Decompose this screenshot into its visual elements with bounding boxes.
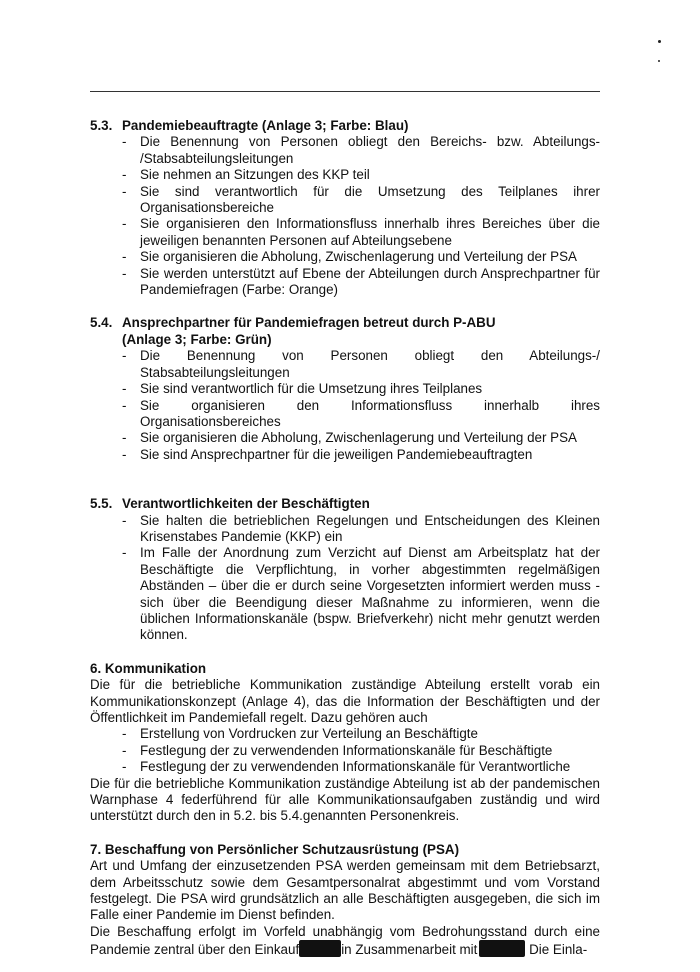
redaction-box: [479, 940, 525, 957]
list-item: - Sie organisieren den Informationsfluss innerhalb ihres Bereiches über die jeweiligen benannten Personen auf Abteilungsebene: [140, 216, 600, 249]
section-heading: [90, 496, 600, 512]
section-title: Ansprechpartner für Pandemiefragen betreut durch P-ABU: [122, 315, 496, 331]
document-body: [90, 118, 600, 959]
list-item: - Die Benennung von Personen obliegt den Abteilungs-/ Stabsabteilungsleitungen: [140, 348, 600, 381]
paragraph: Art und Umfang der einzusetzenden PSA werden gemeinsam mit dem Betriebsarzt, dem Arbeitsschutz sowie dem Gesamtpersonalrat abgestimmt und vom Vorstand festgelegt. Die PSA wird grundsätzlich an alle Beschäftigten ausgegeben, die sich im Falle einer Pandemie im Dienst befinden.: [90, 858, 600, 923]
list-item: - Sie werden unterstützt auf Ebene der Abteilungen durch Ansprechpartner für Pandemiefragen (Farbe: Orange): [140, 266, 600, 299]
section-number: 5.5.: [90, 496, 113, 512]
text-run: Die Beschaffung erfolgt im Vorfeld unabhängig vom Bedrohungsstand durch eine Pandemie zentral über den Einkauf: [90, 923, 600, 958]
section-heading: [90, 315, 600, 331]
list-item: - Sie sind verantwortlich für die Umsetzung ihres Teilplanes: [140, 381, 600, 397]
list-item: - Sie organisieren die Abholung, Zwischenlagerung und Verteilung der PSA: [140, 430, 600, 446]
list-item: - Sie organisieren die Abholung, Zwischenlagerung und Verteilung der PSA: [140, 249, 600, 265]
section-title: Pandemiebeauftragte (Anlage 3; Farbe: Blau): [122, 118, 409, 133]
section-6: [90, 661, 600, 825]
scan-speck: [658, 40, 661, 43]
scan-speck: [658, 60, 660, 62]
list-item: - Sie sind verantwortlich für die Umsetzung des Teilplanes ihrer Organisationsbereiche: [140, 184, 600, 217]
paragraph: [90, 924, 600, 959]
list-item: - Erstellung von Vordrucken zur Verteilung an Beschäftigte: [140, 726, 600, 742]
section-title-line2: (Anlage 3; Farbe: Grün): [122, 331, 272, 347]
header-rule: [90, 91, 600, 92]
bullet-list: [90, 513, 600, 644]
section-5-4: [90, 315, 600, 463]
bullet-list: [90, 134, 600, 298]
paragraph: Die für die betriebliche Kommunikation zuständige Abteilung erstellt vorab ein Kommunikationskonzept (Anlage 4), das die Information der Beschäftigten und der Öffentlichkeit im Pandemiefall regelt. Dazu gehören auch: [90, 677, 600, 725]
section-5-3: [90, 118, 600, 298]
section-number: 5.4.: [90, 315, 113, 331]
text-run: in Zusammenarbeit mit: [341, 942, 478, 958]
section-title: 6. Kommunikation: [90, 660, 207, 676]
list-item: - Festlegung der zu verwendenden Informationskanäle für Beschäftigte: [140, 743, 600, 759]
list-item: - Die Benennung von Personen obliegt den Bereichs- bzw. Abteilungs- /Stabsabteilungsleitungen: [140, 134, 600, 167]
list-item: - Im Falle der Anordnung zum Verzicht auf Dienst am Arbeitsplatz hat der Beschäftigte die Verpflichtung, in vorher abgestimmten regelmäßigen Abständen – über die er durch seine Vorgesetzten informiert werden muss - sich über die Beendigung dieser Maßnahme zu informieren, wenn die üblichen Informationskanäle (bspw. Briefverkehr) nicht mehr genutzt werden können.: [140, 545, 600, 643]
section-title: Verantwortlichkeiten der Beschäftigten: [122, 496, 370, 512]
section-5-5: [90, 496, 600, 644]
text-run: Die Einla-: [529, 942, 588, 958]
section-heading: [90, 118, 600, 134]
list-item: - Sie halten die betrieblichen Regelungen und Entscheidungen des Kleinen Krisenstabes Pandemie (KKP) ein: [140, 513, 600, 546]
list-item: - Sie sind Ansprechpartner für die jeweiligen Pandemiebeauftragten: [140, 447, 600, 463]
section-title: 7. Beschaffung von Persönlicher Schutzausrüstung (PSA): [90, 841, 460, 857]
list-item: - Sie nehmen an Sitzungen des KKP teil: [140, 167, 600, 183]
section-7: [90, 842, 600, 959]
list-item: - Sie organisieren den Informationsfluss innerhalb ihres Organisationsbereiches: [140, 398, 600, 431]
paragraph: Die für die betriebliche Kommunikation zuständige Abteilung ist ab der pandemischen Warnphase 4 federführend für alle Kommunikationsaufgaben zuständig und wird unterstützt durch den in 5.2. bis 5.4.genannten Personenkreis.: [90, 775, 600, 824]
section-number: 5.3.: [90, 118, 113, 133]
bullet-list: [90, 348, 600, 463]
bullet-list: [90, 726, 600, 775]
list-item: - Festlegung der zu verwendenden Informationskanäle für Verantwortliche: [140, 759, 600, 775]
redaction-box: [299, 940, 341, 957]
